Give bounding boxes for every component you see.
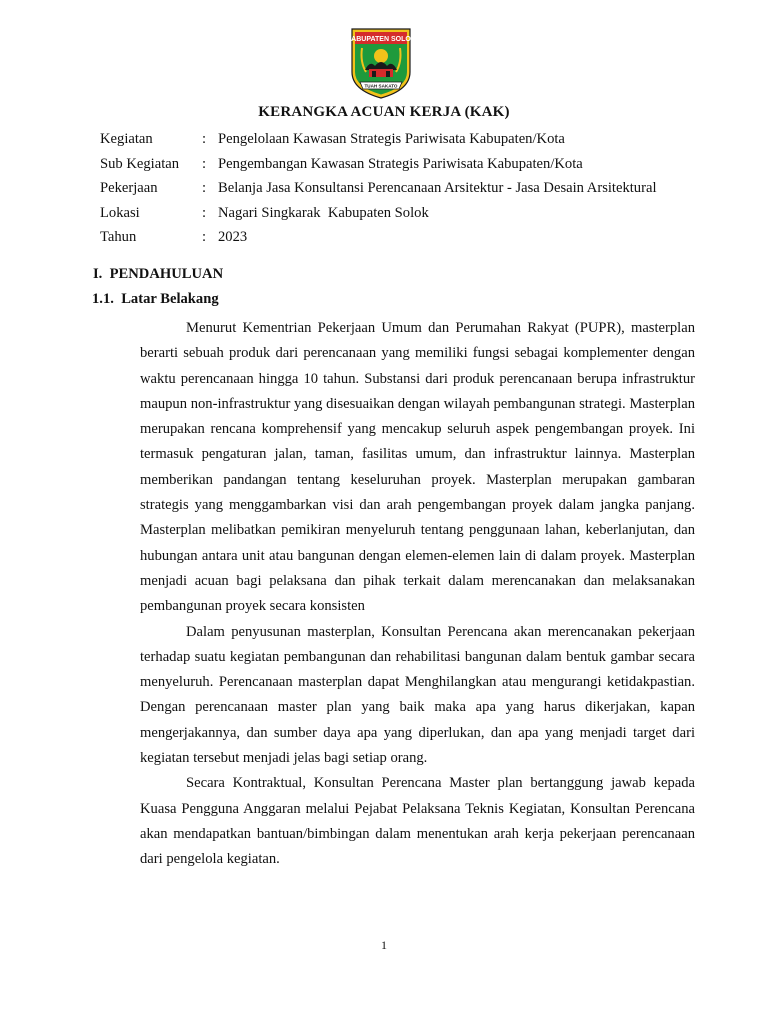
meta-label: Pekerjaan <box>100 180 158 197</box>
kabupaten-solok-logo <box>348 26 414 100</box>
meta-label: Tahun <box>100 229 137 246</box>
logo-ribbon-text: TUAH SAKATO <box>364 83 398 89</box>
document-meta-table <box>100 127 740 250</box>
meta-colon: : <box>202 229 207 246</box>
meta-row-sub-kegiatan <box>100 152 740 177</box>
meta-label: Sub Kegiatan <box>100 155 180 172</box>
paragraph: Dalam penyusunan masterplan, Konsultan Perencana akan merencanakan pekerjaan terhadap suatu kegiatan pembangunan dan rehabilitasi bangunan dalam bentuk gambar secara menyeluruh. Perencanaan masterplan dapat Menghilangkan atau mengurangi ketidakpastian. Dengan perencanaan master plan yang baik maka apa yang harus dikerjakan, kapan mengerjakannya, dan sumber daya apa yang diperlukan, dan apa yang menjadi target dari kegiatan tersebut menjadi jelas bagi setiap orang. <box>140 623 695 767</box>
document-title: KERANGKA ACUAN KERJA (KAK) <box>258 104 510 120</box>
meta-value: Belanja Jasa Konsultansi Perencanaan Arsitektur - Jasa Desain Arsitektural <box>218 180 657 197</box>
body-text <box>140 316 695 873</box>
meta-row-tahun <box>100 225 740 250</box>
meta-label: Kegiatan <box>100 131 153 147</box>
paragraph: Menurut Kementrian Pekerjaan Umum dan Perumahan Rakyat (PUPR), masterplan berarti sebuah produk dari perencanaan yang memiliki fungsi sebagai komplementer dengan waktu perencanaan hingga 10 tahun. Substansi dari produk perencanaan berupa infrastruktur maupun non-infrastruktur yang disesuaikan dengan wilayah pembangunan strategi. Masterplan merupakan rencana komprehensif yang mencakup seluruh aspek pengembangan proyek. Ini termasuk pengaturan jalan, taman, fasilitas umum, dan infrastruktur lainnya. Masterplan memberikan pandangan tentang keseluruhan proyek. Masterplan merupakan gambaran strategis yang menggambarkan visi dan arah pengembangan proyek dalam jangka panjang. Masterplan melibatkan pemikiran menyeluruh tentang penggunaan lahan, keberlanjutan, dan hubungan antara unit atau bangunan dengan elemen-elemen lain di dalam proyek. Masterplan menjadi acuan bagi pelaksana dan pihak terkait dalam merencanakan dan melaksanakan pembangunan proyek secara konsisten <box>140 320 695 615</box>
meta-value: Pengelolaan Kawasan Strategis Pariwisata Kabupaten/Kota <box>218 131 565 147</box>
meta-row-kegiatan <box>100 127 740 152</box>
meta-colon: : <box>202 155 207 172</box>
paragraph: Secara Kontraktual, Konsultan Perencana Master plan bertanggung jawab kepada Kuasa Pengguna Anggaran melalui Pejabat Pelaksana Teknis Kegiatan, Konsultan Perencana akan mendapatkan bantuan/bimbingan dalam menentukan arah kerja pekerjaan perencanaan dari pengelola kegiatan. <box>140 775 695 868</box>
subsection-heading: 1.1. Latar Belakang <box>92 291 219 307</box>
logo-banner-text: KABUPATEN SOLOK <box>348 36 414 43</box>
meta-colon: : <box>202 204 207 221</box>
meta-row-lokasi <box>100 201 740 226</box>
section-heading: I. PENDAHULUAN <box>93 266 224 282</box>
meta-value: Pengembangan Kawasan Strategis Pariwisata Kabupaten/Kota <box>218 155 583 172</box>
meta-label: Lokasi <box>100 204 140 221</box>
meta-value: 2023 <box>218 229 248 246</box>
meta-row-pekerjaan <box>100 176 740 201</box>
meta-value: Nagari Singkarak Kabupaten Solok <box>218 204 429 221</box>
page-number: 1 <box>381 938 387 952</box>
meta-colon: : <box>202 131 207 147</box>
meta-colon: : <box>202 180 207 197</box>
